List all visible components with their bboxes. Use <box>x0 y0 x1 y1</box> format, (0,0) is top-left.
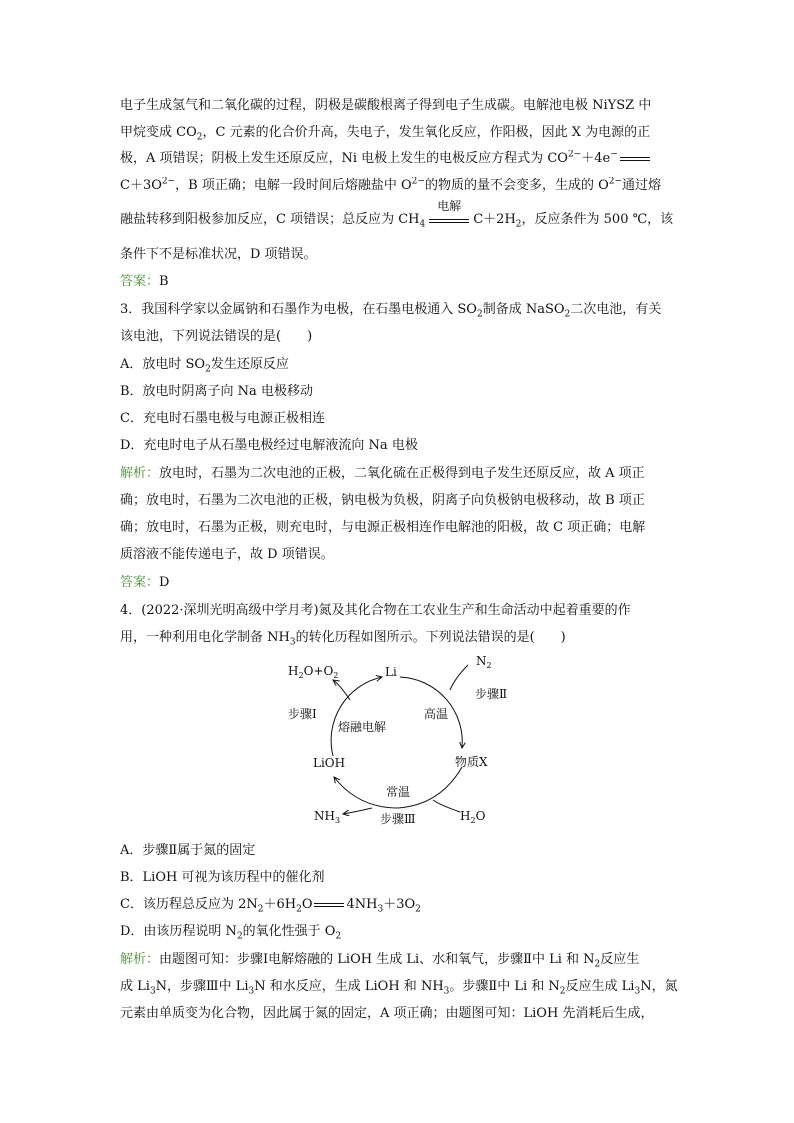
step1-label: 步骤Ⅰ <box>288 707 317 721</box>
analysis-line: 条件下不是标准状况，D 项错误。 <box>120 247 317 262</box>
answer-label: 答案： <box>120 575 160 590</box>
analysis-line: 解析：由题图可知：步骤Ⅰ电解熔融的 LiOH 生成 Li、水和氧气，步骤Ⅱ中 Li 和 $N_2$反应生 <box>120 952 640 969</box>
arc-step1 <box>331 677 382 756</box>
option-d: D．由该历程说明 $N_2$的氧化性强于 $O_2$ <box>120 924 342 941</box>
analysis-line: $C+3O^{2-}$，B 项正确；电解一段时间后熔融盐中 $O^{2-}$的物质的量不会变多，生成的 $O^{2-}$通过熔 <box>120 177 662 193</box>
question-stem: 4．(2022·深圳光明高级中学月考)氮及其化合物在工农业生产和生命活动中起着重要的作 <box>120 603 631 618</box>
answer-line <box>120 574 686 592</box>
step2-label: 步骤Ⅱ <box>475 687 508 701</box>
question-stem: 该电池，下列说法错误的是( ) <box>120 329 313 344</box>
step3-label: 步骤Ⅲ <box>380 812 416 826</box>
h2o-o2-label: $H_2O+O_2$ <box>288 664 339 680</box>
analysis-line: 确；放电时，石墨为正极，则充电时，与电源正极相连作电解池的阳极，故 C 项正确；电解 <box>120 520 646 535</box>
option-a: A．放电时 $SO_2$发生还原反应 <box>120 357 289 374</box>
n2-input-arrow <box>450 665 468 690</box>
room-temp-label: 常温 <box>386 785 411 799</box>
answer-value: B <box>159 274 169 289</box>
conversion-cycle-diagram <box>280 652 510 832</box>
analysis-line: 质溶液不能传递电子，故 D 项错误。 <box>120 547 334 562</box>
analysis-line: 成 $Li_3N$，步骤Ⅲ中 $Li_3N$ 和水反应，生成 LiOH 和 $NH_3$。步骤Ⅱ中 Li 和 $N_2$反应生成 $Li_3N$，氮 <box>120 979 678 996</box>
nh3-output-arrow <box>343 808 372 814</box>
h2o-input-arrow <box>433 800 460 812</box>
reaction-condition: 电解 <box>429 211 469 223</box>
h2o-o2-output-arrow <box>333 680 350 700</box>
analysis-line: 元素由单质变为化合物，因此属于氮的固定，A 项正确；由题图可知：LiOH 先消耗后生成， <box>120 1006 654 1021</box>
option-c: C．充电时石墨电极与电源正极相连 <box>120 411 325 426</box>
nh3-label: $NH_3$ <box>314 809 341 825</box>
analysis-label: 解析： <box>120 952 160 967</box>
n2-label: $N_2$ <box>476 654 492 670</box>
option-d: D．充电时电子从石墨电极经过电解液流向 Na 电极 <box>120 438 418 453</box>
analysis-label: 解析： <box>120 466 160 481</box>
question-stem: 用，一种利用电化学制备 $NH_3$的转化历程如图所示。下列说法错误的是( ) <box>120 630 566 647</box>
answer-line <box>120 273 686 291</box>
question-stem: 3．我国科学家以金属钠和石墨作为电极，在石墨电极通入 $SO_2$制备成 NaSO$_2$二次电池，有关 <box>120 302 662 319</box>
analysis-line: 甲烷变成 $CO_2$，C 元素的化合价升高，失电子，发生氧化反应，作阳极，因此 X 为电源的正 <box>120 125 651 142</box>
analysis-line: 融盐转移到阳极参加反应，C 项错误；总反应为 $CH_4$ 电解 $C+2H_2$，反应条件为 500 ℃，该 <box>120 199 674 230</box>
option-b: B．LiOH 可视为该历程中的催化剂 <box>120 870 325 885</box>
substance-x-label: 物质X <box>455 755 488 769</box>
option-b: B．放电时阴离子向 Na 电极移动 <box>120 384 313 399</box>
option-a: A．步骤Ⅱ属于氮的固定 <box>120 843 256 858</box>
analysis-line: 确；放电时，石墨为二次电池的正极，钠电极为负极，阴离子向负极钠电极移动，故 B 项正 <box>120 493 645 508</box>
li-label: Li <box>385 665 397 679</box>
lioh-label: LiOH <box>313 756 346 770</box>
molten-electrolysis-label: 熔融电解 <box>338 720 387 734</box>
analysis-line: 解析：放电时，石墨为二次电池的正极，二氧化硫在正极得到电子发生还原反应，故 A 项正 <box>120 466 645 481</box>
high-temp-label: 高温 <box>424 707 449 721</box>
answer-value: D <box>159 575 170 590</box>
h2o-label: $H_2O$ <box>460 809 486 825</box>
option-c: C．该历程总反应为 $2N_2+6H_2O$ $4NH_3+3O_2$ <box>120 897 421 914</box>
analysis-line: 电子生成氢气和二氧化碳的过程，阴极是碳酸根离子得到电子生成碳。电解池电极 NiYSZ 中 <box>120 98 652 113</box>
analysis-line: 极，A 项错误；阴极上发生还原反应，Ni 电极上发生的电极反应方程式为 $CO^{2-}+4e^-$ <box>120 150 618 166</box>
answer-label: 答案： <box>120 274 160 289</box>
